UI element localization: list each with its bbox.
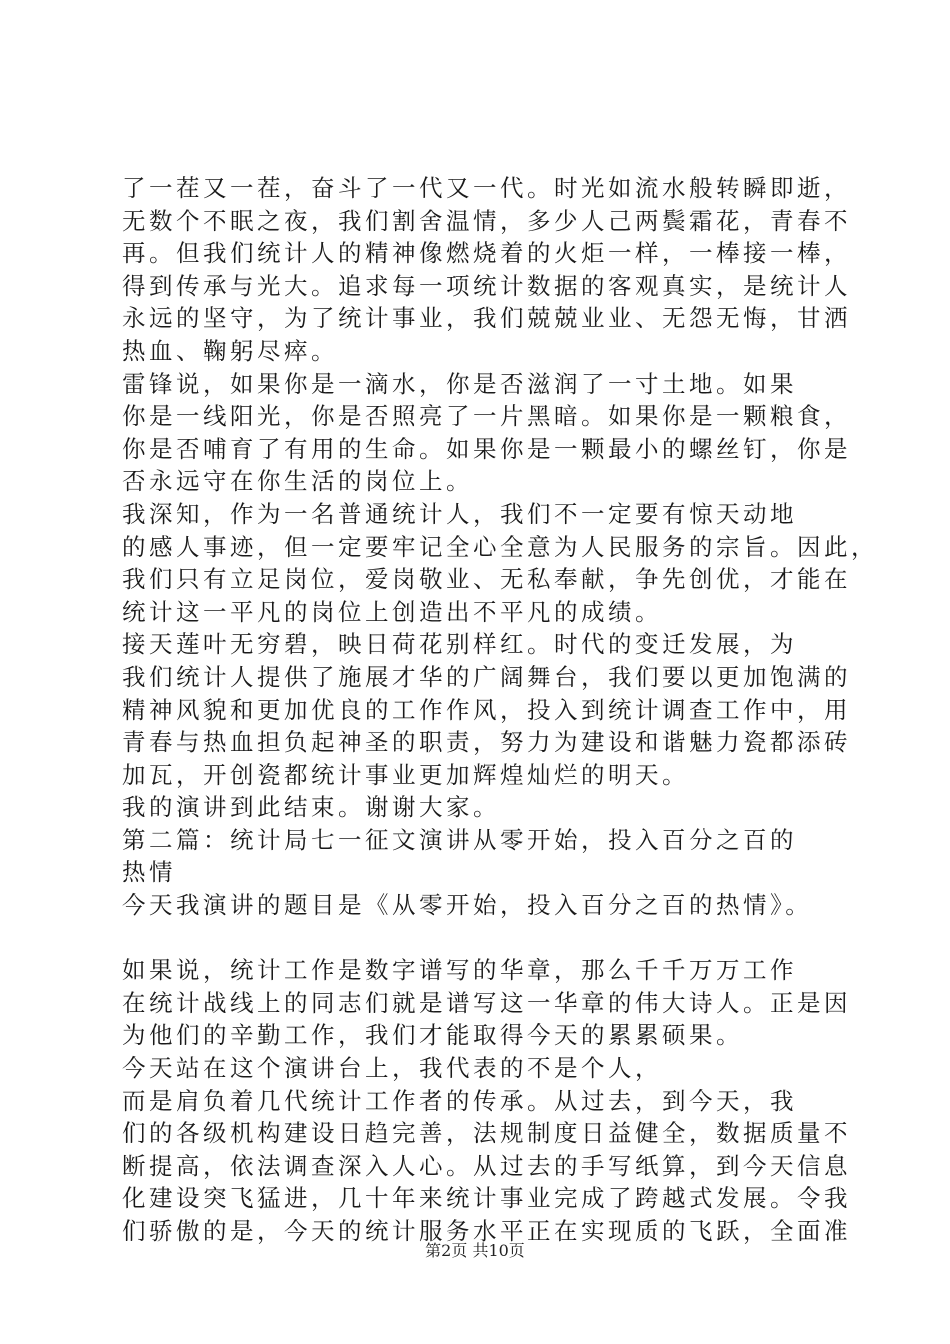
text-line: 而是肩负着几代统计工作者的传承。从过去，到今天，我	[122, 1086, 797, 1115]
text-line	[122, 922, 842, 955]
text-line: 加瓦，开创瓷都统计事业更加辉煌灿烂的明天。	[122, 760, 689, 789]
text-line: 为他们的辛勤工作，我们才能取得今天的累累硕果。	[122, 1021, 743, 1050]
text-line: 们骄傲的是，今天的统计服务水平正在实现质的飞跃，全面准	[122, 1217, 851, 1245]
text-line: 热情	[122, 858, 176, 887]
page-footer: 第2页 共10页	[425, 1241, 525, 1260]
text-line: 如果说，统计工作是数字谱写的华章，那么千千万万工作	[122, 956, 797, 985]
text-line: 断提高，依法调查深入人心。从过去的手写纸算，到今天信息	[122, 1151, 851, 1180]
text-line: 第二篇：统计局七一征文演讲从零开始，投入百分之百的	[122, 825, 797, 854]
text-line: 无数个不眠之夜，我们割舍温情，多少人己两鬓霜花，青春不	[122, 206, 851, 235]
text-line: 化建设突飞猛进，几十年来统计事业完成了跨越式发展。令我	[122, 1184, 851, 1213]
text-line: 了一茬又一茬，奋斗了一代又一代。时光如流水般转瞬即逝，	[122, 174, 851, 202]
text-line: 雷锋说，如果你是一滴水，你是否滋润了一寸土地。如果	[122, 369, 797, 398]
text-line: 精神风貌和更加优良的工作作风，投入到统计调查工作中，用	[122, 695, 851, 724]
text-line: 我们统计人提供了施展才华的广阔舞台，我们要以更加饱满的	[122, 662, 851, 691]
text-line: 今天我演讲的题目是《从零开始，投入百分之百的热情》。	[122, 891, 813, 920]
text-line: 永远的坚守，为了统计事业，我们兢兢业业、无怨无悔，甘洒	[122, 304, 851, 333]
text-line: 热血、鞠躬尽瘁。	[122, 336, 338, 365]
text-line: 我的演讲到此结束。谢谢大家。	[122, 793, 500, 822]
body-text	[122, 172, 878, 1248]
text-line: 在统计战线上的同志们就是谱写这一华章的伟大诗人。正是因	[122, 988, 851, 1017]
text-line: 今天站在这个演讲台上，我代表的不是个人，	[122, 1054, 662, 1083]
text-line: 否永远守在你生活的岗位上。	[122, 467, 473, 496]
text-line: 统计这一平凡的岗位上创造出不平凡的成绩。	[122, 597, 662, 626]
text-line: 接天莲叶无穷碧，映日荷花别样红。时代的变迁发展，为	[122, 630, 797, 659]
text-line: 青春与热血担负起神圣的职责，努力为建设和谐魅力瓷都添砖	[122, 728, 851, 757]
text-line: 你是一线阳光，你是否照亮了一片黑暗。如果你是一颗粮食，	[122, 402, 851, 431]
text-line: 再。但我们统计人的精神像燃烧着的火炬一样，一棒接一棒，	[122, 239, 851, 268]
text-line: 的感人事迹，但一定要牢记全心全意为人民服务的宗旨。因此，	[122, 532, 878, 561]
text-line: 我们只有立足岗位，爱岗敬业、无私奉献，争先创优，才能在	[122, 565, 851, 594]
text-line: 我深知，作为一名普通统计人，我们不一定要有惊天动地	[122, 499, 797, 528]
text-line: 你是否哺育了有用的生命。如果你是一颗最小的螺丝钉，你是	[122, 434, 851, 463]
text-line: 得到传承与光大。追求每一项统计数据的客观真实，是统计人	[122, 271, 851, 300]
text-line: 们的各级机构建设日趋完善，法规制度日益健全，数据质量不	[122, 1119, 851, 1148]
